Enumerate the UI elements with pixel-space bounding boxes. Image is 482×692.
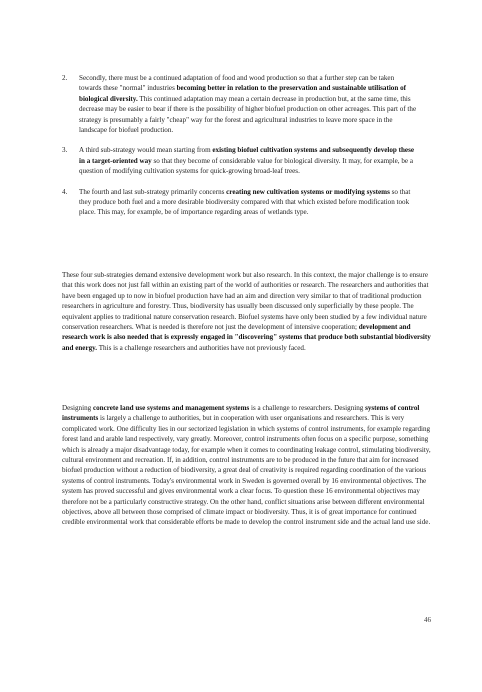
strategy-list [62, 73, 417, 228]
list-item [62, 73, 417, 135]
list-item [62, 145, 417, 176]
list-item-text: The fourth and last sub-strategy primarily concerns creating new cultivation systems or modifying systems so that they produce both fuel and a more desirable biodiversity compared with that which existed before modification took place. This may, for example, be of importance regarding areas of wetlands type. [79, 187, 411, 217]
list-item-number: 2. [62, 74, 68, 82]
list-item-number: 3. [62, 146, 68, 155]
list-item-text: A third sub-strategy would mean starting from existing biofuel cultivation systems and subsequently develop these in a target-oriented way so that they become of considerable value for biological diversity. It may, for example, be a question of modifying cultivation systems for quick-growing broad-leaf trees. [79, 146, 414, 176]
paragraph: Designing concrete land use systems and management systems is a challenge to researchers. Designing systems of control instruments is largely a challenge to authorities, but in cooperation with user organisations and researchers. This is very complicated work. One difficulty lies in our sectorized legislation in which systems of control instruments, for example regarding forest land and arable land respectively, vary greatly. Moreover, control instruments often focus on a specific purpose, something which is already a major disadvantage today, for example when it comes to coordinating leakage control, stimulating biodiversity, cultural environment and recreation. If, in addition, control instruments are to be produced in the future that aim for increased biofuel production without a reduction of biodiversity, a great deal of creativity is required regarding coordination of the various systems of control instruments. Today's environmental work in Sweden is governed overall by 16 environmental objectives. The system has proved successful and gives environmental work a clear focus. To question these 16 environmental objectives may therefore not be a particularly constructive strategy. On the other hand, conflict situations arise between different environmental objectives, above all between those comprised of climate impact or biodiversity. Thus, it is of great importance for continued credible environmental work that considerable efforts be made to develop the control instrument side and the actual land use side. [62, 404, 431, 527]
paragraph: These four sub-strategies demand extensive development work but also research. In this context, the major challenge is to ensure that this work does not just fall within an existing part of the world of authorities or research. The researchers and authorities that have been engaged up to now in biofuel production have had an aim and direction very similar to that of traditional production researchers in agriculture and forestry. Thus, biodiversity has usually been discussed only superficially by these people. The equivalent applies to traditional nature conservation research. Biofuel systems have only been studied by a few individual nature conservation researchers. What is needed is therefore not just the development of intensive cooperation; development and research work is also needed that is expressly engaged in "discovering" systems that produce both substantial biodiversity and energy. This is a challenge researchers and authorities have not previously faced. [62, 271, 431, 352]
page-number: 46 [424, 616, 431, 624]
list-item-number: 4. [62, 187, 68, 196]
list-item-text: Secondly, there must be a continued adaptation of food and wood production so that a further step can be taken towards these "normal" industries becoming better in relation to the preservation and sustainable utilisation of biological diversity. This continued adaptation may mean a certain decrease in production but, at the same time, this decrease may be easier to bear if there is the possibility of higher biofuel production on other acreages. This part of the strategy is presumably a fairly "cheap" way for the forest and agricultural industries to leave more space in the landscape for biofuel production. [79, 74, 417, 135]
list-item [62, 187, 417, 218]
